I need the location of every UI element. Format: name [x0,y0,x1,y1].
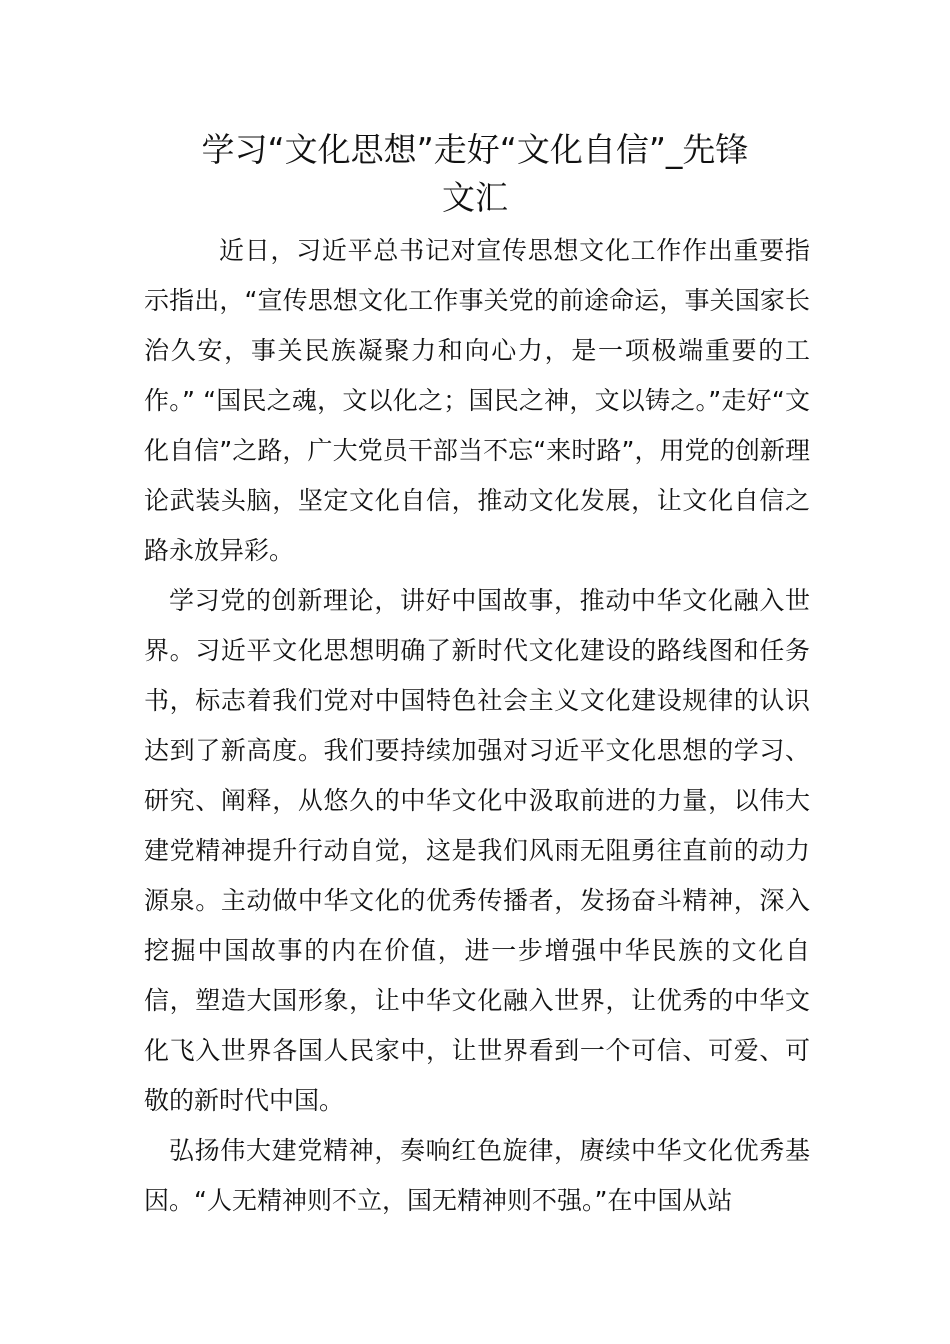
document-body [144,226,810,1226]
paragraph-1: 近日，习近平总书记对宣传思想文化工作作出重要指示指出，“宣传思想文化工作事关党的前途命运，事关国家长治久安，事关民族凝聚力和向心力，是一项极端重要的工作。” “国民之魂，文以化之；国民之神，文以铸之。”走好“文化自信”之路，广大党员干部当不忘“来时路”，用党的创新理论武装头脑，坚定文化自信，推动文化发展，让文化自信之路永放异彩。 [144,236,810,565]
title-line-1: 学习“文化思想”走好“文化自信”_先锋 [201,130,749,169]
paragraph-3: 弘扬伟大建党精神，奏响红色旋律，赓续中华文化优秀基因。“人无精神则不立，国无精神则不强。”在中国从站 [144,1136,810,1215]
document-title [140,126,810,222]
title-line-2: 文汇 [442,178,508,217]
paragraph-2: 学习党的创新理论，讲好中国故事，推动中华文化融入世界。习近平文化思想明确了新时代文化建设的路线图和任务书，标志着我们党对中国特色社会主义文化建设规律的认识达到了新高度。我们要持续加强对习近平文化思想的学习、研究、阐释，从悠久的中华文化中汲取前进的力量，以伟大建党精神提升行动自觉，这是我们风雨无阻勇往直前的动力源泉。主动做中华文化的优秀传播者，发扬奋斗精神，深入挖掘中国故事的内在价值，进一步增强中华民族的文化自信，塑造大国形象，让中华文化融入世界，让优秀的中华文化飞入世界各国人民家中，让世界看到一个可信、可爱、可敬的新时代中国。 [144,586,810,1115]
